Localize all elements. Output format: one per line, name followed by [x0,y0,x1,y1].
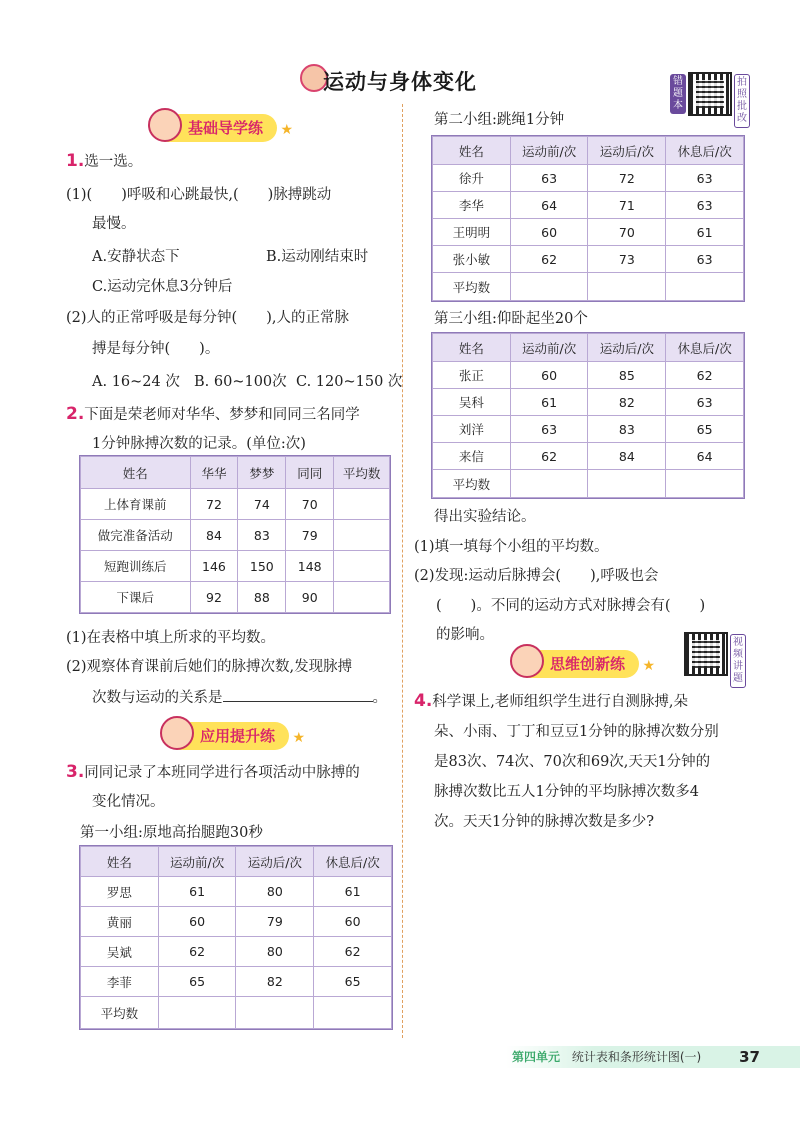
footer-subtitle: 统计表和条形统计图(一) [571,1050,702,1064]
table-cell: 63 [666,192,744,219]
table-cell: 79 [236,907,314,937]
section-think [516,650,656,678]
table-cell: 84 [190,520,238,551]
table-cell: 徐升 [433,165,511,192]
q3-conclusion: 得出实验结论。 [434,509,536,525]
table-cell: 92 [190,582,238,613]
table-header: 休息后/次 [666,334,744,362]
table-cell: 60 [158,907,236,937]
q1-option-b: B.运动刚结束时 [266,249,369,265]
question-number: 1. [66,151,85,171]
table-row [433,443,744,470]
table-cell: 83 [238,520,286,551]
q1-p2-line1: (2)人的正常呼吸是每分钟( ),人的正常脉 [66,310,349,326]
page-footer [506,1046,800,1068]
table-row [433,246,744,273]
page-title: 运动与身体变化 [323,70,477,94]
table-header: 运动前/次 [158,847,236,877]
star-icon: ★ [280,122,294,138]
table-cell: 张正 [433,362,511,389]
table-header: 运动后/次 [588,334,666,362]
q2-sub2-text: 次数与运动的关系是 [92,690,223,706]
table-cell: 62 [510,246,588,273]
q3-sub2-line2: ( )。不同的运动方式对脉搏会有( ) [436,598,706,614]
table-cell: 80 [236,877,314,907]
q3-group1-table [80,846,392,1029]
table-cell: 73 [588,246,666,273]
page-number: 37 [739,1048,760,1066]
table-cell: 平均数 [433,273,511,301]
question-number: 3. [66,762,85,782]
question-number: 4. [414,691,433,711]
table-cell: 62 [510,443,588,470]
answer-cell[interactable] [510,273,588,301]
table-cell: 150 [238,551,286,582]
table-cell: 70 [286,489,334,520]
table-cell: 70 [588,219,666,246]
table-cell: 61 [158,877,236,907]
q4-line5: 次。天天1分钟的脉搏次数是多少? [434,814,654,830]
wrong-book-tag[interactable]: 错题本 [670,74,686,114]
table-cell: 62 [666,362,744,389]
q2-sub2-line1: (2)观察体育课前后她们的脉搏次数,发现脉搏 [66,659,353,675]
table-cell: 吴科 [433,389,511,416]
table-cell: 64 [666,443,744,470]
answer-cell[interactable] [510,470,588,498]
table-row [433,362,744,389]
table-cell: 82 [588,389,666,416]
q4-line3: 是83次、74次、70次和69次,天天1分钟的 [434,754,711,770]
table-row [433,389,744,416]
table-cell: 90 [286,582,334,613]
table-cell: 吴斌 [81,937,159,967]
q1-p2-option-c: C. 120~150 次 [296,374,403,390]
q4-line2: 朵、小雨、丁丁和豆豆1分钟的脉搏次数分别 [434,724,719,740]
table-cell: 63 [510,416,588,443]
table-row [81,937,392,967]
q3-sub2-line3: 的影响。 [436,627,494,643]
table-cell: 61 [314,877,392,907]
table-row [81,877,392,907]
table-cell: 黄丽 [81,907,159,937]
table-cell: 71 [588,192,666,219]
table-cell: 王明明 [433,219,511,246]
table-cell: 80 [236,937,314,967]
table-cell: 64 [510,192,588,219]
table-cell: 61 [510,389,588,416]
table-row [81,967,392,997]
table-header: 平均数 [334,457,390,489]
q2-stem [66,403,360,424]
table-cell: 65 [666,416,744,443]
q1-stem-text: 选一选。 [84,154,143,170]
q1-stem [66,150,142,171]
table-header: 姓名 [433,137,511,165]
table-header: 运动后/次 [236,847,314,877]
q1-option-a: A.安静状态下 [92,249,180,265]
table-cell: 平均数 [81,997,159,1029]
table-cell: 张小敏 [433,246,511,273]
table-row [81,489,390,520]
answer-cell[interactable] [334,489,390,520]
q3-group2-label: 第二小组:跳绳1分钟 [434,112,565,128]
answer-cell[interactable] [334,582,390,613]
table-header: 运动前/次 [510,137,588,165]
q3-group2-table [432,136,744,301]
table-header: 梦梦 [238,457,286,489]
table-cell: 62 [158,937,236,967]
q1-p2-line2: 搏是每分钟( )。 [92,341,220,357]
section-label: 应用提升练 [200,727,276,745]
answer-cell[interactable] [666,470,744,498]
table-cell: 63 [666,165,744,192]
section-label: 基础导学练 [188,119,264,137]
table-cell: 84 [588,443,666,470]
answer-cell[interactable] [334,551,390,582]
q1-p1-line2: 最慢。 [92,216,136,232]
answer-cell[interactable] [314,997,392,1029]
table-row [433,165,744,192]
table-cell: 63 [666,389,744,416]
q1-p2-option-a: A. 16~24 次 [92,374,180,390]
table-row [433,219,744,246]
table-cell: 146 [190,551,238,582]
q2-sub2-line2 [92,686,387,707]
table-cell: 88 [238,582,286,613]
table-header: 运动后/次 [588,137,666,165]
table-cell: 做完准备活动 [81,520,191,551]
q3-stem [66,761,360,782]
mascot-icon [148,108,182,142]
q2-table [80,456,390,613]
table-cell: 85 [588,362,666,389]
section-basic [154,114,294,142]
q4-text: 科学课上,老师组织学生进行自测脉搏,朵 [432,694,689,710]
answer-cell[interactable] [334,520,390,551]
table-cell: 82 [236,967,314,997]
table-cell: 上体育课前 [81,489,191,520]
table-header: 姓名 [81,457,191,489]
table-cell: 63 [510,165,588,192]
answer-cell[interactable] [158,997,236,1029]
table-cell: 来信 [433,443,511,470]
q2-stem-text: 下面是荣老师对华华、梦梦和同同三名同学 [84,407,360,423]
table-header: 休息后/次 [666,137,744,165]
mascot-icon [160,716,194,750]
photo-check-tag[interactable]: 拍照批改 [734,74,750,128]
q2-stem-line2: 1分钟脉搏次数的记录。(单位:次) [92,436,306,452]
mascot-icon [510,644,544,678]
table-cell: 下课后 [81,582,191,613]
table-header: 休息后/次 [314,847,392,877]
star-icon: ★ [642,658,656,674]
table-row [433,273,744,301]
table-header: 同同 [286,457,334,489]
table-row [81,997,392,1029]
table-cell: 148 [286,551,334,582]
q1-p2-option-b: B. 60~100次 [194,374,287,390]
video-tag[interactable]: 视频讲题 [730,634,746,688]
table-cell: 60 [510,219,588,246]
qr-code-icon[interactable] [684,632,728,676]
table-row [433,192,744,219]
table-cell: 79 [286,520,334,551]
table-cell: 72 [190,489,238,520]
table-row [433,470,744,498]
table-header: 运动前/次 [510,334,588,362]
table-header: 姓名 [81,847,159,877]
table-row [433,416,744,443]
table-cell: 刘洋 [433,416,511,443]
table-cell: 平均数 [433,470,511,498]
question-number: 2. [66,404,85,424]
qr-code-icon[interactable] [688,72,732,116]
answer-cell[interactable] [666,273,744,301]
table-cell: 短跑训练后 [81,551,191,582]
table-cell: 62 [314,937,392,967]
answer-cell[interactable] [588,273,666,301]
table-cell: 罗思 [81,877,159,907]
table-cell: 61 [666,219,744,246]
q1-p1-line1: (1)( )呼吸和心跳最快,( )脉搏跳动 [66,187,332,203]
table-cell: 60 [510,362,588,389]
table-cell: 65 [314,967,392,997]
table-cell: 74 [238,489,286,520]
table-row [81,907,392,937]
table-row [81,520,390,551]
answer-blank[interactable] [223,688,373,702]
table-cell: 60 [314,907,392,937]
q3-group1-label: 第一小组:原地高抬腿跑30秒 [80,825,263,841]
q2-sub1: (1)在表格中填上所求的平均数。 [66,630,276,646]
table-row [81,551,390,582]
q4-line1 [414,690,688,711]
table-cell: 65 [158,967,236,997]
q3-group3-label: 第三小组:仰卧起坐20个 [434,311,588,327]
table-cell: 83 [588,416,666,443]
q2-sub2-end: 。 [372,690,387,706]
q3-stem-text: 同同记录了本班同学进行各项活动中脉搏的 [84,765,360,781]
q3-sub1: (1)填一填每个小组的平均数。 [414,539,609,555]
star-icon: ★ [292,730,306,746]
table-header: 姓名 [433,334,511,362]
section-label: 思维创新练 [550,655,626,673]
q3-stem-line2: 变化情况。 [92,794,165,810]
table-header: 华华 [190,457,238,489]
q3-group3-table [432,333,744,498]
column-divider [402,104,403,1038]
answer-cell[interactable] [236,997,314,1029]
answer-cell[interactable] [588,470,666,498]
table-cell: 李华 [433,192,511,219]
footer-unit: 第四单元 [512,1050,561,1064]
section-apply [166,722,306,750]
q4-line4: 脉搏次数比五人1分钟的平均脉搏次数多4 [434,784,699,800]
table-cell: 63 [666,246,744,273]
table-row [81,582,390,613]
q3-sub2-line1: (2)发现:运动后脉搏会( ),呼吸也会 [414,568,659,584]
table-cell: 李菲 [81,967,159,997]
q1-option-c: C.运动完休息3分钟后 [92,279,233,295]
table-cell: 72 [588,165,666,192]
